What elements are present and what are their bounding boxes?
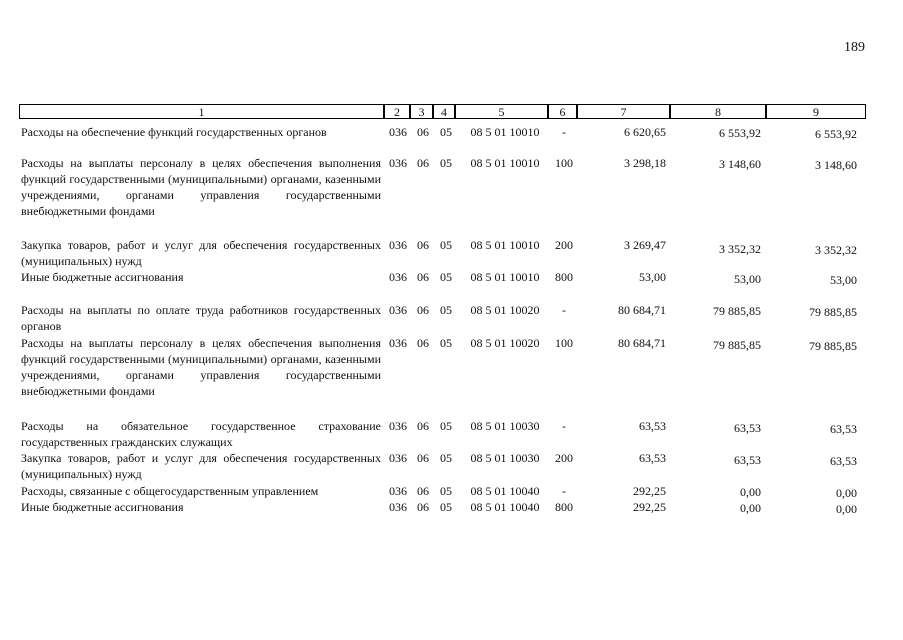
cell-amount-col7: 53,00 <box>639 270 666 284</box>
cell-section: 06 <box>417 125 429 139</box>
cell-ministry-code: 036 <box>389 238 407 252</box>
cell-amount-col7: 3 298,18 <box>624 156 666 170</box>
cell-subsection: 05 <box>440 484 452 498</box>
cell-section: 06 <box>417 451 429 465</box>
cell-amount-col7: 292,25 <box>633 500 666 514</box>
row-description: Иные бюджетные ассигнования <box>21 270 184 284</box>
row-description: Расходы на выплаты персоналу в целях обеспечения выполнения функций государственными (муниципальными) органами, казенными учреждениями, органами управления государственными внебюджетными фондами <box>21 156 381 218</box>
cell-section: 06 <box>417 336 429 350</box>
cell-expense-type: 100 <box>555 336 573 350</box>
cell-amount-col9: 79 885,85 <box>809 305 857 319</box>
cell-subsection: 05 <box>440 451 452 465</box>
header-cell: 1 <box>19 104 384 119</box>
cell-amount-col9: 79 885,85 <box>809 339 857 353</box>
cell-section: 06 <box>417 419 429 433</box>
cell-amount-col8: 3 352,32 <box>719 242 761 256</box>
cell-amount-col7: 292,25 <box>633 484 666 498</box>
cell-amount-col8: 3 148,60 <box>719 157 761 171</box>
cell-ministry-code: 036 <box>389 125 407 139</box>
cell-expense-type: - <box>562 303 566 317</box>
cell-amount-col8: 79 885,85 <box>713 304 761 318</box>
row-description: Расходы на выплаты персоналу в целях обеспечения выполнения функций государственными (муниципальными) органами, казенными учреждениями, органами управления государственными внебюджетными фондами <box>21 336 381 398</box>
cell-amount-col8: 63,53 <box>734 453 761 467</box>
cell-target-article: 08 5 01 10030 <box>470 451 540 465</box>
header-cell: 3 <box>410 104 433 119</box>
cell-amount-col9: 63,53 <box>830 422 857 436</box>
row-description: Расходы на обязательное государственное страхование государственных гражданских служащих <box>21 419 381 449</box>
cell-target-article: 08 5 01 10010 <box>470 238 540 252</box>
cell-target-article: 08 5 01 10010 <box>470 270 540 284</box>
cell-amount-col7: 63,53 <box>639 419 666 433</box>
cell-target-article: 08 5 01 10010 <box>470 125 540 139</box>
cell-amount-col9: 0,00 <box>836 502 857 516</box>
header-cell: 9 <box>766 104 866 119</box>
cell-subsection: 05 <box>440 156 452 170</box>
cell-amount-col7: 80 684,71 <box>618 303 666 317</box>
cell-subsection: 05 <box>440 270 452 284</box>
cell-expense-type: - <box>562 125 566 139</box>
cell-ministry-code: 036 <box>389 451 407 465</box>
cell-expense-type: 200 <box>555 451 573 465</box>
cell-amount-col9: 3 148,60 <box>815 158 857 172</box>
cell-amount-col8: 6 553,92 <box>719 126 761 140</box>
cell-amount-col8: 79 885,85 <box>713 338 761 352</box>
cell-ministry-code: 036 <box>389 156 407 170</box>
cell-target-article: 08 5 01 10040 <box>470 500 540 514</box>
row-description: Расходы, связанные с общегосударственным управлением <box>21 484 319 498</box>
header-cell: 2 <box>384 104 410 119</box>
cell-ministry-code: 036 <box>389 500 407 514</box>
cell-expense-type: 100 <box>555 156 573 170</box>
cell-subsection: 05 <box>440 238 452 252</box>
row-description: Иные бюджетные ассигнования <box>21 500 184 514</box>
cell-amount-col8: 0,00 <box>740 485 761 499</box>
header-cell: 8 <box>670 104 766 119</box>
cell-ministry-code: 036 <box>389 303 407 317</box>
cell-expense-type: 200 <box>555 238 573 252</box>
cell-subsection: 05 <box>440 419 452 433</box>
header-cell: 4 <box>433 104 455 119</box>
cell-section: 06 <box>417 484 429 498</box>
cell-ministry-code: 036 <box>389 484 407 498</box>
cell-target-article: 08 5 01 10030 <box>470 419 540 433</box>
cell-subsection: 05 <box>440 336 452 350</box>
cell-ministry-code: 036 <box>389 270 407 284</box>
header-cell: 5 <box>455 104 548 119</box>
cell-ministry-code: 036 <box>389 419 407 433</box>
page-number: 189 <box>844 40 865 55</box>
header-cell: 7 <box>577 104 670 119</box>
row-description: Закупка товаров, работ и услуг для обеспечения государственных (муниципальных) нужд <box>21 238 381 268</box>
cell-expense-type: 800 <box>555 270 573 284</box>
cell-amount-col7: 3 269,47 <box>624 238 666 252</box>
cell-expense-type: - <box>562 484 566 498</box>
cell-target-article: 08 5 01 10020 <box>470 336 540 350</box>
cell-amount-col7: 6 620,65 <box>624 125 666 139</box>
cell-amount-col8: 63,53 <box>734 421 761 435</box>
cell-expense-type: - <box>562 419 566 433</box>
cell-amount-col9: 53,00 <box>830 273 857 287</box>
cell-amount-col8: 0,00 <box>740 501 761 515</box>
cell-subsection: 05 <box>440 125 452 139</box>
cell-expense-type: 800 <box>555 500 573 514</box>
cell-section: 06 <box>417 303 429 317</box>
cell-target-article: 08 5 01 10020 <box>470 303 540 317</box>
cell-amount-col7: 80 684,71 <box>618 336 666 350</box>
cell-section: 06 <box>417 500 429 514</box>
row-description: Расходы на обеспечение функций государственных органов <box>21 125 327 139</box>
cell-section: 06 <box>417 156 429 170</box>
row-description: Закупка товаров, работ и услуг для обеспечения государственных (муниципальных) нужд <box>21 451 381 481</box>
cell-amount-col9: 63,53 <box>830 454 857 468</box>
row-description: Расходы на выплаты по оплате труда работников государственных органов <box>21 303 381 333</box>
cell-amount-col9: 3 352,32 <box>815 243 857 257</box>
cell-section: 06 <box>417 238 429 252</box>
header-cell: 6 <box>548 104 577 119</box>
cell-subsection: 05 <box>440 303 452 317</box>
cell-subsection: 05 <box>440 500 452 514</box>
cell-amount-col7: 63,53 <box>639 451 666 465</box>
cell-amount-col9: 6 553,92 <box>815 127 857 141</box>
cell-target-article: 08 5 01 10040 <box>470 484 540 498</box>
cell-section: 06 <box>417 270 429 284</box>
cell-amount-col8: 53,00 <box>734 272 761 286</box>
cell-amount-col9: 0,00 <box>836 486 857 500</box>
cell-target-article: 08 5 01 10010 <box>470 156 540 170</box>
cell-ministry-code: 036 <box>389 336 407 350</box>
